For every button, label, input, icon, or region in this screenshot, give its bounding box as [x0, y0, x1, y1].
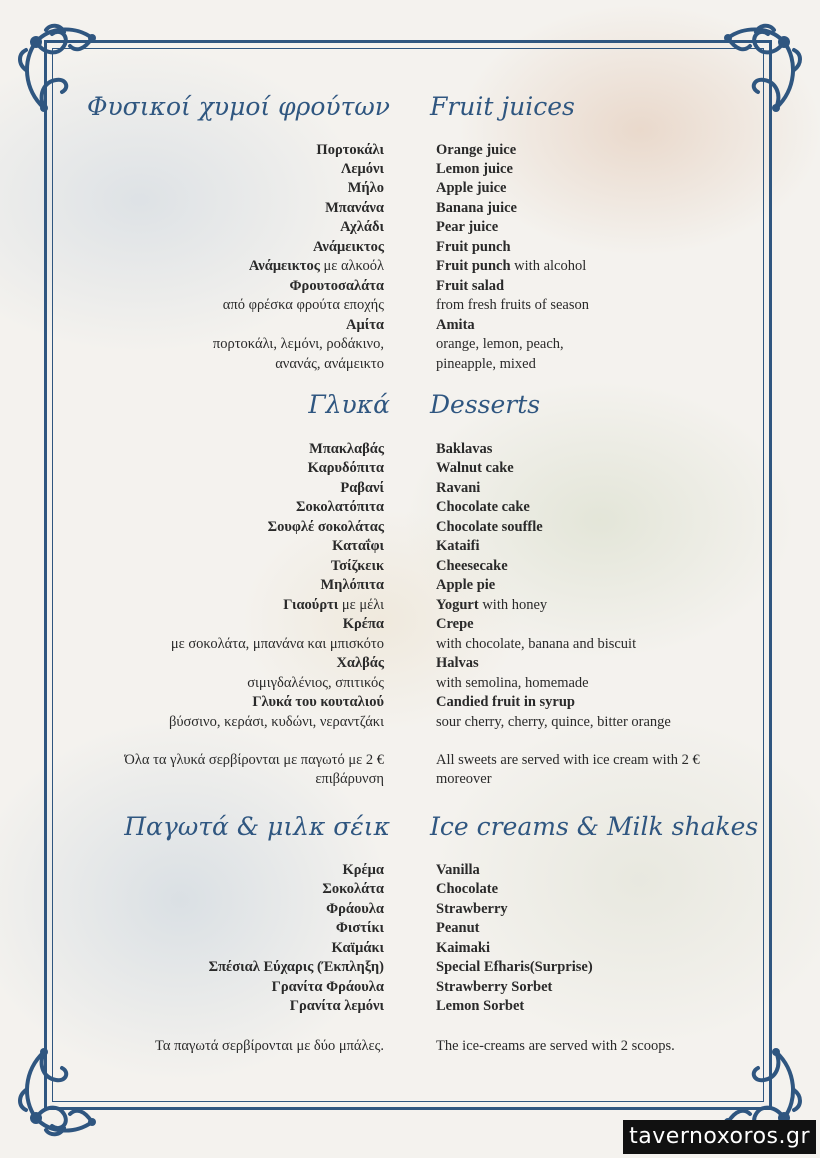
item-greek: Αχλάδι — [340, 219, 384, 235]
item-english: sour cherry, cherry, quince, bitter orange — [436, 714, 671, 730]
item-english: Orange juice — [436, 142, 517, 158]
item-greek: Τσίζκεικ — [330, 558, 384, 574]
item-greek: Σοκολατόπιτα — [296, 499, 384, 515]
menu-row — [0, 713, 820, 732]
item-english: Apple pie — [436, 577, 496, 593]
menu-row — [0, 557, 820, 576]
note-english: moreover — [436, 771, 492, 787]
section-title-greek: Γλυκά — [308, 390, 390, 419]
item-english: Yogurt with honey — [436, 597, 548, 613]
menu-row — [0, 459, 820, 478]
menu-row — [0, 978, 820, 997]
item-greek: Σπέσιαλ Εύχαρις (Έκπληξη) — [208, 959, 384, 975]
menu-row — [0, 596, 820, 615]
item-greek: Πορτοκάλι — [316, 142, 384, 158]
item-english: Cheesecake — [436, 558, 508, 574]
menu-row — [0, 199, 820, 218]
menu-row — [0, 958, 820, 977]
section-heading-fruit-juices — [0, 90, 820, 124]
menu-row — [0, 316, 820, 335]
menu-row — [0, 919, 820, 938]
item-greek: Φιστίκι — [335, 920, 384, 936]
menu-row — [0, 674, 820, 693]
note-row — [0, 770, 820, 789]
item-english: Kataifi — [436, 538, 480, 554]
item-english: Crepe — [436, 616, 474, 632]
section-title-english: Desserts — [430, 390, 541, 419]
menu-row — [0, 218, 820, 237]
menu-row — [0, 296, 820, 315]
item-greek: Αμίτα — [346, 317, 384, 333]
item-greek: Μπακλαβάς — [309, 441, 384, 457]
item-greek: Μήλο — [347, 180, 384, 196]
item-english: Halvas — [436, 655, 479, 671]
item-english: with chocolate, banana and biscuit — [436, 636, 637, 652]
item-greek: Λεμόνι — [340, 161, 384, 177]
menu-row — [0, 498, 820, 517]
item-greek: Ανάμεικτος με αλκοόλ — [248, 258, 384, 274]
item-greek: Γιαούρτι με μέλι — [283, 597, 384, 613]
item-greek: Χαλβάς — [336, 655, 384, 671]
menu-row — [0, 997, 820, 1016]
note-greek: Όλα τα γλυκά σερβίρονται με παγωτό με 2 € — [124, 752, 384, 768]
item-english: Strawberry Sorbet — [436, 979, 553, 995]
item-english: Candied fruit in syrup — [436, 694, 575, 710]
item-english: Fruit salad — [436, 278, 505, 294]
item-english: Lemon Sorbet — [436, 998, 525, 1014]
item-english: Fruit punch — [436, 239, 511, 255]
section-title-english: Fruit juices — [430, 92, 575, 121]
menu-row — [0, 693, 820, 712]
note-english: The ice-creams are served with 2 scoops. — [436, 1038, 675, 1054]
item-greek: Σουφλέ σοκολάτας — [267, 519, 384, 535]
note-greek: Τα παγωτά σερβίρονται με δύο μπάλες. — [155, 1038, 384, 1054]
item-english: Amita — [436, 317, 475, 333]
menu-row — [0, 179, 820, 198]
item-greek: σιμιγδαλένιος, σπιτικός — [247, 675, 384, 691]
section-title-greek: Παγωτά & μιλκ σέικ — [124, 812, 390, 841]
menu-row — [0, 160, 820, 179]
note-english: All sweets are served with ice cream with 2 € — [436, 752, 700, 768]
item-english: Strawberry — [436, 901, 508, 917]
item-english: Lemon juice — [436, 161, 513, 177]
section-heading-ice-creams — [0, 810, 820, 844]
item-greek: ανανάς, ανάμεικτο — [275, 356, 384, 372]
menu-row — [0, 141, 820, 160]
item-english: Banana juice — [436, 200, 517, 216]
item-greek: Γρανίτα λεμόνι — [289, 998, 384, 1014]
menu-row — [0, 880, 820, 899]
item-greek: Κρέπα — [342, 616, 384, 632]
item-greek: Ραβανί — [340, 480, 384, 496]
item-english: Special Efharis(Surprise) — [436, 959, 593, 975]
menu-row — [0, 335, 820, 354]
item-greek: με σοκολάτα, μπανάνα και μπισκότο — [170, 636, 384, 652]
menu-row — [0, 355, 820, 374]
menu-row — [0, 615, 820, 634]
item-english: Pear juice — [436, 219, 499, 235]
item-greek: Σοκολάτα — [322, 881, 384, 897]
menu-row — [0, 440, 820, 459]
menu-row — [0, 654, 820, 673]
item-english: Chocolate cake — [436, 499, 530, 515]
item-english: pineapple, mixed — [436, 356, 536, 372]
item-english: Fruit punch with alcohol — [436, 258, 587, 274]
note-row — [0, 1037, 820, 1056]
item-english: Peanut — [436, 920, 480, 936]
item-english: Vanilla — [436, 862, 480, 878]
item-english: Kaimaki — [436, 940, 490, 956]
note-row — [0, 751, 820, 770]
menu-row — [0, 479, 820, 498]
menu-row — [0, 257, 820, 276]
item-greek: Φράουλα — [326, 901, 384, 917]
menu-row — [0, 537, 820, 556]
item-english: Walnut cake — [436, 460, 514, 476]
item-english: Apple juice — [436, 180, 507, 196]
item-greek: βύσσινο, κεράσι, κυδώνι, νεραντζάκι — [168, 714, 384, 730]
item-greek: Μηλόπιτα — [320, 577, 384, 593]
menu-row — [0, 900, 820, 919]
item-english: orange, lemon, peach, — [436, 336, 564, 352]
section-heading-desserts — [0, 388, 820, 422]
item-greek: Γρανίτα Φράουλα — [271, 979, 384, 995]
menu-row — [0, 277, 820, 296]
item-greek: Ανάμεικτος — [313, 239, 384, 255]
item-greek: Γλυκά του κουταλιού — [252, 694, 384, 710]
item-greek: Μπανάνα — [325, 200, 384, 216]
item-english: Baklavas — [436, 441, 493, 457]
section-title-english: Ice creams & Milk shakes — [430, 812, 759, 841]
ornament-corner-bottom-left — [14, 1045, 109, 1140]
item-greek: πορτοκάλι, λεμόνι, ροδάκινο, — [212, 336, 384, 352]
item-greek: Καϊμάκι — [331, 940, 384, 956]
item-english: Chocolate souffle — [436, 519, 543, 535]
item-greek: Κρέμα — [342, 862, 384, 878]
menu-row — [0, 238, 820, 257]
note-greek: επιβάρυνση — [315, 771, 384, 787]
item-english: with semolina, homemade — [436, 675, 589, 691]
item-greek: Καρυδόπιτα — [307, 460, 384, 476]
item-greek: Φρουτοσαλάτα — [289, 278, 384, 294]
item-english: Ravani — [436, 480, 481, 496]
item-english: Chocolate — [436, 881, 499, 897]
item-greek: Καταΐφι — [332, 538, 384, 554]
menu-row — [0, 635, 820, 654]
menu-row — [0, 576, 820, 595]
item-english: from fresh fruits of season — [436, 297, 590, 313]
item-greek: από φρέσκα φρούτα εποχής — [222, 297, 384, 313]
menu-row — [0, 861, 820, 880]
menu-row — [0, 939, 820, 958]
site-watermark: tavernoxoros.gr — [623, 1120, 816, 1154]
menu-row — [0, 518, 820, 537]
section-title-greek: Φυσικοί χυμοί φρούτων — [86, 92, 390, 121]
